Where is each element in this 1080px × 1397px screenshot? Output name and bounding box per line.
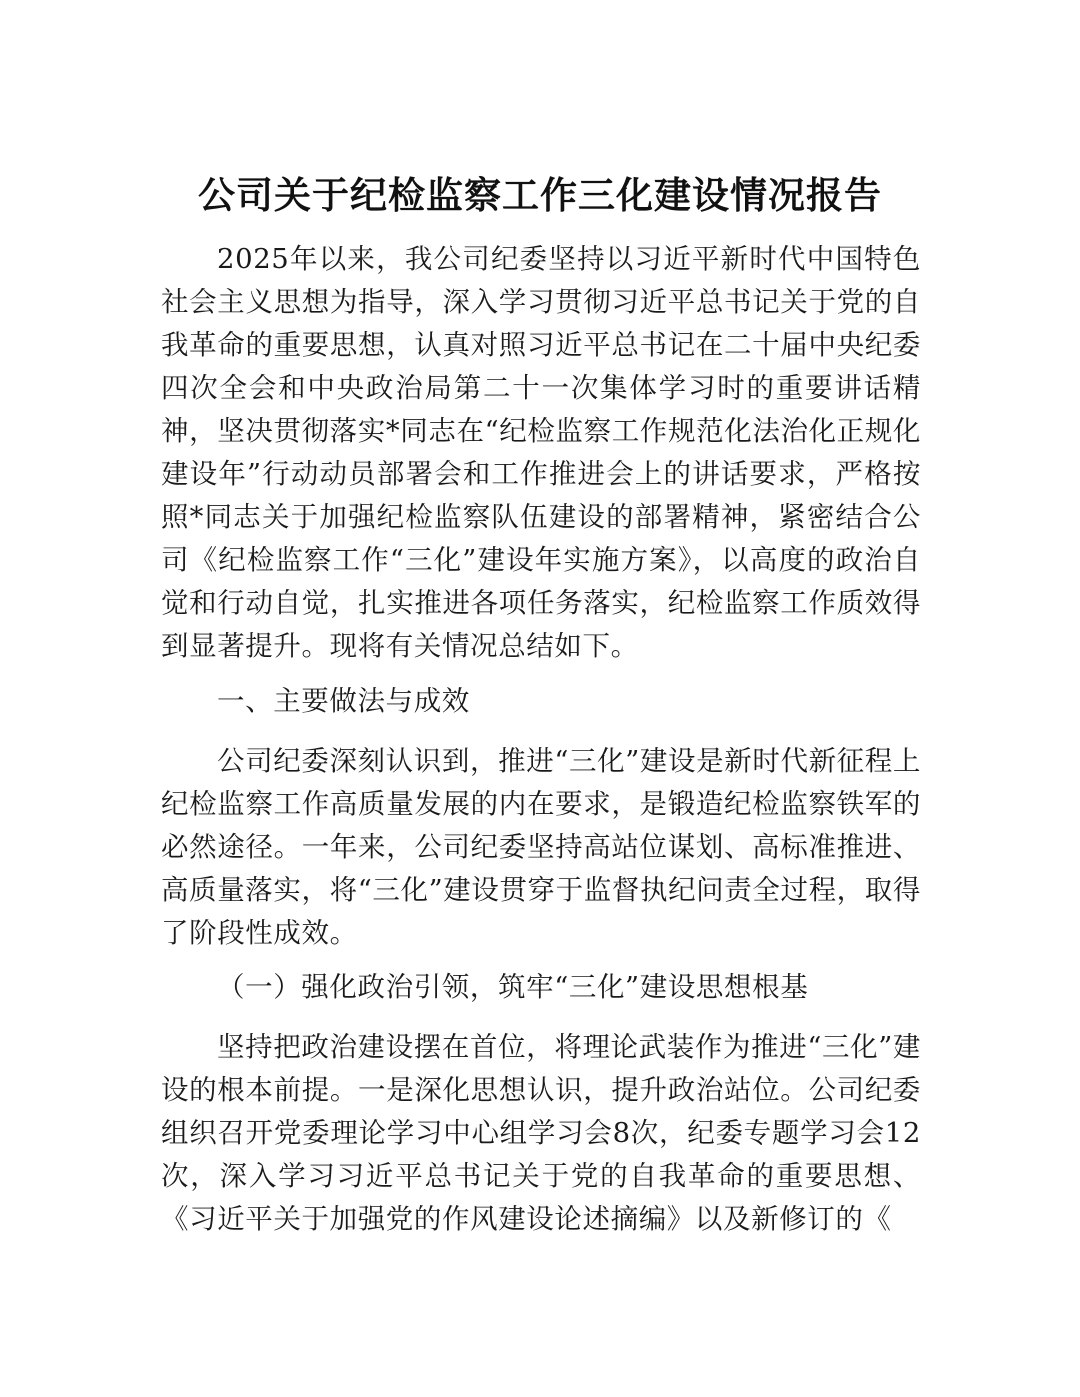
subsection-heading-political-guidance: （一）强化政治引领，筑牢“三化”建设思想根基 [217,971,809,1003]
document-title: 公司关于纪检监察工作三化建设情况报告 [198,174,882,217]
subsection-paragraph-political-building: 坚持把政治建设摆在首位，将理论武装作为推进“三化”建设的根本前提。一是深化思想认识，提升政治站位。公司纪委组织召开党委理论学习中心组学习会8次，纪委专题学习会12次，深入学习习近平总书记关于党的自我革命的重要思想、《习近平关于加强党的作风建设论述摘编》以及新修订的《 [161,1031,921,1235]
section-paragraph-overview: 公司纪委深刻认识到，推进“三化”建设是新时代新征程上纪检监察工作高质量发展的内在要求，是锻造纪检监察铁军的必然途径。一年来，公司纪委坚持高站位谋划、高标准推进、高质量落实，将“三化”建设贯穿于监督执纪问责全过程，取得了阶段性成效。 [161,745,921,949]
intro-paragraph: 2025年以来，我公司纪委坚持以习近平新时代中国特色社会主义思想为指导，深入学习贯彻习近平总书记关于党的自我革命的重要思想，认真对照习近平总书记在二十届中央纪委四次全会和中央政治局第二十一次集体学习时的重要讲话精神，坚决贯彻落实*同志在“纪检监察工作规范化法治化正规化建设年”行动动员部署会和工作推进会上的讲话要求，严格按照*同志关于加强纪检监察队伍建设的部署精神，紧密结合公司《纪检监察工作“三化”建设年实施方案》，以高度的政治自觉和行动自觉，扎实推进各项任务落实，纪检监察工作质效得到显著提升。现将有关情况总结如下。 [161,243,921,662]
section-heading-main-practices: 一、主要做法与成效 [217,685,470,717]
